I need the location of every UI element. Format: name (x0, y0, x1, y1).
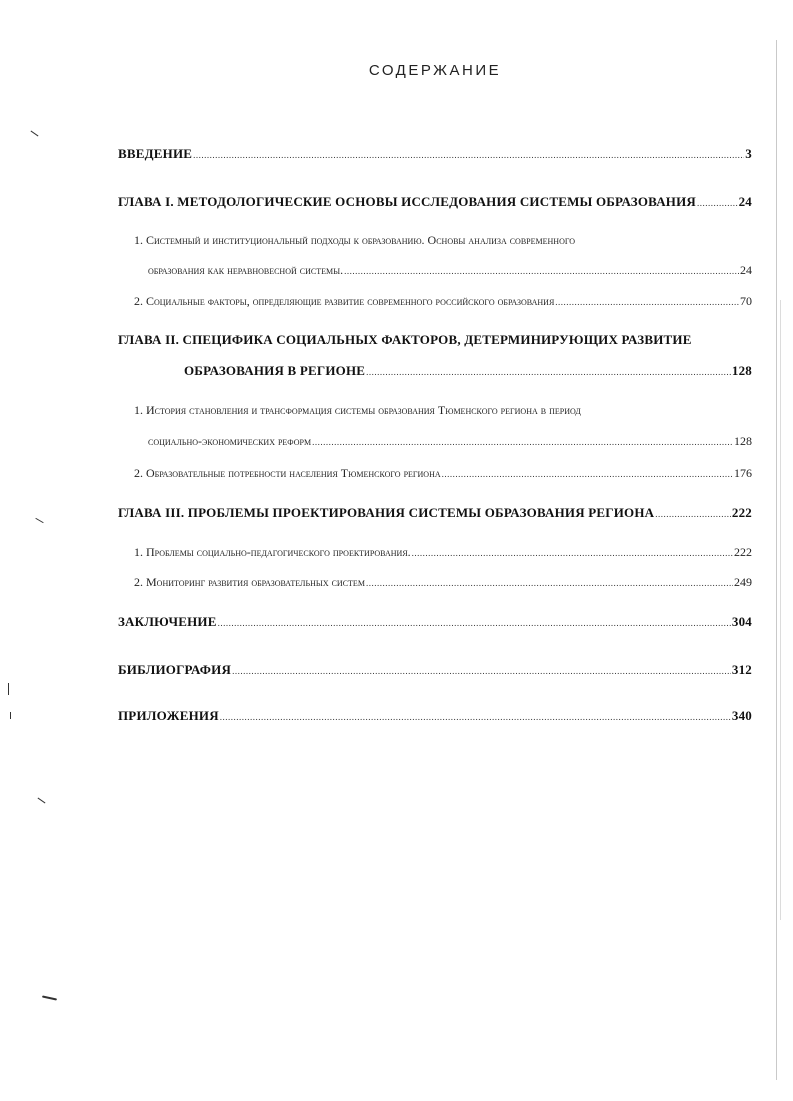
leader-dots (555, 297, 739, 307)
toc-label: 1. История становления и трансформация системы образования Тюменского региона в период (134, 403, 581, 417)
scan-mark (31, 131, 39, 137)
toc-page-number: 222 (731, 505, 752, 520)
toc-entry-chapter-1 (118, 194, 752, 210)
scan-mark (8, 683, 9, 695)
toc-subentry-2-1-line-2 (148, 434, 752, 449)
toc-subentry-1-1-line-2 (148, 263, 752, 278)
toc-page-number: 128 (734, 434, 752, 448)
scan-mark (38, 798, 46, 804)
leader-dots (442, 469, 733, 479)
toc-label: ПРИЛОЖЕНИЯ (118, 708, 219, 723)
toc-subentry-1-1-line-1 (134, 233, 752, 248)
toc-subentry-2-2 (134, 466, 752, 481)
leader-dots (655, 509, 731, 519)
toc-page-number: 312 (731, 662, 752, 677)
toc-label: социально-экономических реформ (148, 434, 312, 448)
leader-dots (697, 198, 738, 208)
toc-label: ВВЕДЕНИЕ (118, 146, 193, 161)
toc-entry-chapter-3 (118, 505, 752, 521)
leader-dots (412, 548, 733, 558)
leader-dots (366, 367, 731, 377)
toc-entry-chapter-2-line-2 (184, 363, 752, 379)
leader-dots (218, 618, 731, 628)
toc-page-number: 24 (738, 194, 752, 209)
toc-entry-chapter-2-line-1 (118, 332, 752, 348)
toc-page-number: 3 (745, 146, 752, 161)
leader-dots (232, 666, 731, 676)
scan-edge-line (776, 40, 777, 1080)
toc-page-number: 304 (731, 614, 752, 629)
toc-entry-appendices (118, 708, 752, 724)
toc-entry-bibliography (118, 662, 752, 678)
scan-mark (35, 518, 43, 523)
toc-page-number: 128 (731, 363, 752, 378)
toc-label: ГЛАВА I. МЕТОДОЛОГИЧЕСКИЕ ОСНОВЫ ИССЛЕДОВАНИЯ СИСТЕМЫ ОБРАЗОВАНИЯ (118, 194, 697, 209)
toc-label: БИБЛИОГРАФИЯ (118, 662, 232, 677)
toc-subentry-3-1 (134, 545, 752, 560)
leader-dots (220, 712, 731, 722)
toc-page-number: 222 (734, 545, 752, 559)
toc-label: ГЛАВА II. СПЕЦИФИКА СОЦИАЛЬНЫХ ФАКТОРОВ, ДЕТЕРМИНИРУЮЩИХ РАЗВИТИЕ (118, 332, 692, 347)
toc-subentry-3-2 (134, 575, 752, 590)
scan-edge-line (780, 300, 781, 920)
toc-subentry-1-2 (134, 294, 752, 309)
toc-page-number: 249 (734, 575, 752, 589)
toc-label: ГЛАВА III. ПРОБЛЕМЫ ПРОЕКТИРОВАНИЯ СИСТЕМЫ ОБРАЗОВАНИЯ РЕГИОНА (118, 505, 655, 520)
scan-mark (10, 712, 11, 719)
toc-label: 1. Проблемы социально-педагогического проектирования. (134, 545, 411, 559)
toc-entry-introduction (118, 146, 752, 162)
toc-label: 2. Мониторинг развития образовательных систем (134, 575, 365, 589)
toc-page-number: 340 (731, 708, 752, 723)
toc-label: ЗАКЛЮЧЕНИЕ (118, 614, 217, 629)
toc-label: ОБРАЗОВАНИЯ В РЕГИОНЕ (184, 363, 366, 378)
toc-page-number: 70 (740, 294, 752, 308)
toc-subentry-2-1-line-1 (134, 403, 752, 418)
toc-label: 2. Образовательные потребности населения Тюменского региона (134, 466, 441, 480)
toc-label: 1. Системный и институциональный подходы к образованию. Основы анализа современного (134, 233, 576, 247)
leader-dots (366, 578, 733, 588)
toc-label: 2. Социальные факторы, определяющие развитие современного российского образования (134, 294, 555, 308)
scan-mark (42, 995, 57, 1000)
toc-page-number: 176 (734, 466, 752, 480)
toc-label: образования как неравновесной системы. (148, 263, 344, 277)
leader-dots (312, 437, 733, 447)
leader-dots (193, 150, 744, 160)
leader-dots (344, 266, 739, 276)
toc-page-number: 24 (740, 263, 752, 277)
page-title: СОДЕРЖАНИЕ (368, 62, 502, 79)
toc-entry-conclusion (118, 614, 752, 630)
